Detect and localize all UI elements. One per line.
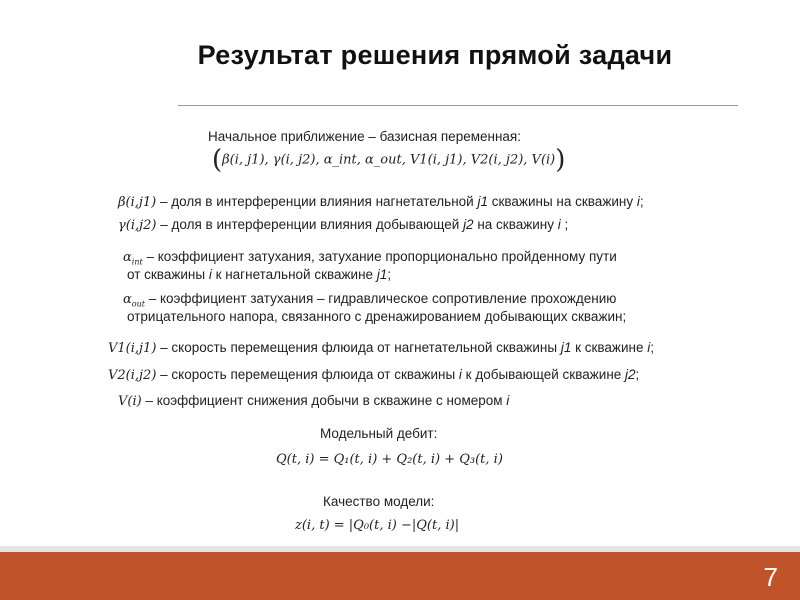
symbol-alpha: α <box>123 292 132 307</box>
symbol-alpha-subscript: out <box>131 299 145 309</box>
definition-emphasis: i <box>208 267 212 282</box>
definition-text: – доля в интерференции влияния добывающей <box>156 217 464 232</box>
definition-text: к добывающей скважине <box>461 367 626 382</box>
definition-emphasis: i <box>636 194 640 209</box>
definition-v <box>118 392 509 410</box>
definition-text: ; <box>650 340 654 355</box>
definition-emphasis: j1 <box>477 194 488 209</box>
definition-text: на скважину <box>473 217 558 232</box>
page-title: Результат решения прямой задачи <box>197 40 673 70</box>
definition-emphasis: i <box>506 393 510 408</box>
definition-text: – коэффициент снижения добычи в скважине с номером <box>141 393 507 408</box>
definition-gamma <box>118 216 568 234</box>
title-divider <box>178 105 738 106</box>
symbol-v1: V1(i,j1) <box>108 341 157 356</box>
tuple-open-paren: ( <box>212 145 223 175</box>
definition-text: к нагнетальной скважине <box>211 267 377 282</box>
definition-emphasis: j2 <box>463 217 474 232</box>
basis-variables-formula <box>212 145 566 175</box>
definition-emphasis: i <box>647 340 651 355</box>
definition-emphasis: j1 <box>560 340 572 355</box>
symbol-alpha: α <box>123 250 132 265</box>
definition-text: – коэффициент затухания, затухание пропорционально пройденному пути <box>142 249 617 264</box>
symbol-alpha-subscript: int <box>131 257 143 267</box>
definition-emphasis: j1 <box>376 267 388 282</box>
tuple-body: β(i, j1), γ(i, j2), α_int, α_out, V1(i, j1), V2(i, j2), V(i) <box>222 152 556 168</box>
model-rate-label: Модельный дебит: <box>320 426 438 441</box>
model-quality-label: Качество модели: <box>323 494 435 509</box>
definition-text: ; <box>387 267 392 282</box>
definition-emphasis: i <box>458 367 462 382</box>
definition-text: – коэффициент затухания – гидравлическое сопротивление прохождению <box>144 291 617 306</box>
symbol-v: V(i) <box>118 394 142 409</box>
definition-text: ; <box>560 217 569 232</box>
symbol-beta: β(i,j1) <box>118 195 157 210</box>
definition-alpha-int-continued <box>127 266 391 283</box>
footer-bar <box>0 552 800 600</box>
definition-emphasis: j2 <box>625 367 636 382</box>
definition-beta <box>118 193 644 211</box>
definition-text: – скорость перемещения флюида от скважины <box>156 367 459 382</box>
model-rate-formula: Q(t, i) = Q₁(t, i) + Q₂(t, i) + Q₃(t, i) <box>276 452 503 467</box>
symbol-v2: V2(i,j2) <box>108 368 157 383</box>
page-number: 7 <box>763 562 778 592</box>
tuple-close-paren: ) <box>555 145 566 175</box>
definition-text: к скважине <box>571 340 648 355</box>
definition-alpha-out-continued: отрицательного напора, связанного с дренажированием добывающих скважин; <box>127 309 627 324</box>
model-quality-formula: z(i, t) = |Q₀(t, i) −|Q(t, i)| <box>295 518 460 533</box>
definition-text: от скважины <box>127 267 209 282</box>
definition-emphasis: i <box>557 217 561 232</box>
definition-text: ; <box>639 194 644 209</box>
symbol-gamma: γ(i,j2) <box>118 218 157 233</box>
definition-text: – скорость перемещения флюида от нагнетательной скважины <box>156 340 561 355</box>
definition-v1 <box>108 339 654 357</box>
definition-text: ; <box>635 367 640 382</box>
definition-v2 <box>108 366 639 384</box>
definition-text: – доля в интерференции влияния нагнетательной <box>156 194 478 209</box>
initial-approximation-label: Начальное приближение – базисная переменная: <box>208 129 521 144</box>
definition-text: скважины на скважину <box>488 194 637 209</box>
